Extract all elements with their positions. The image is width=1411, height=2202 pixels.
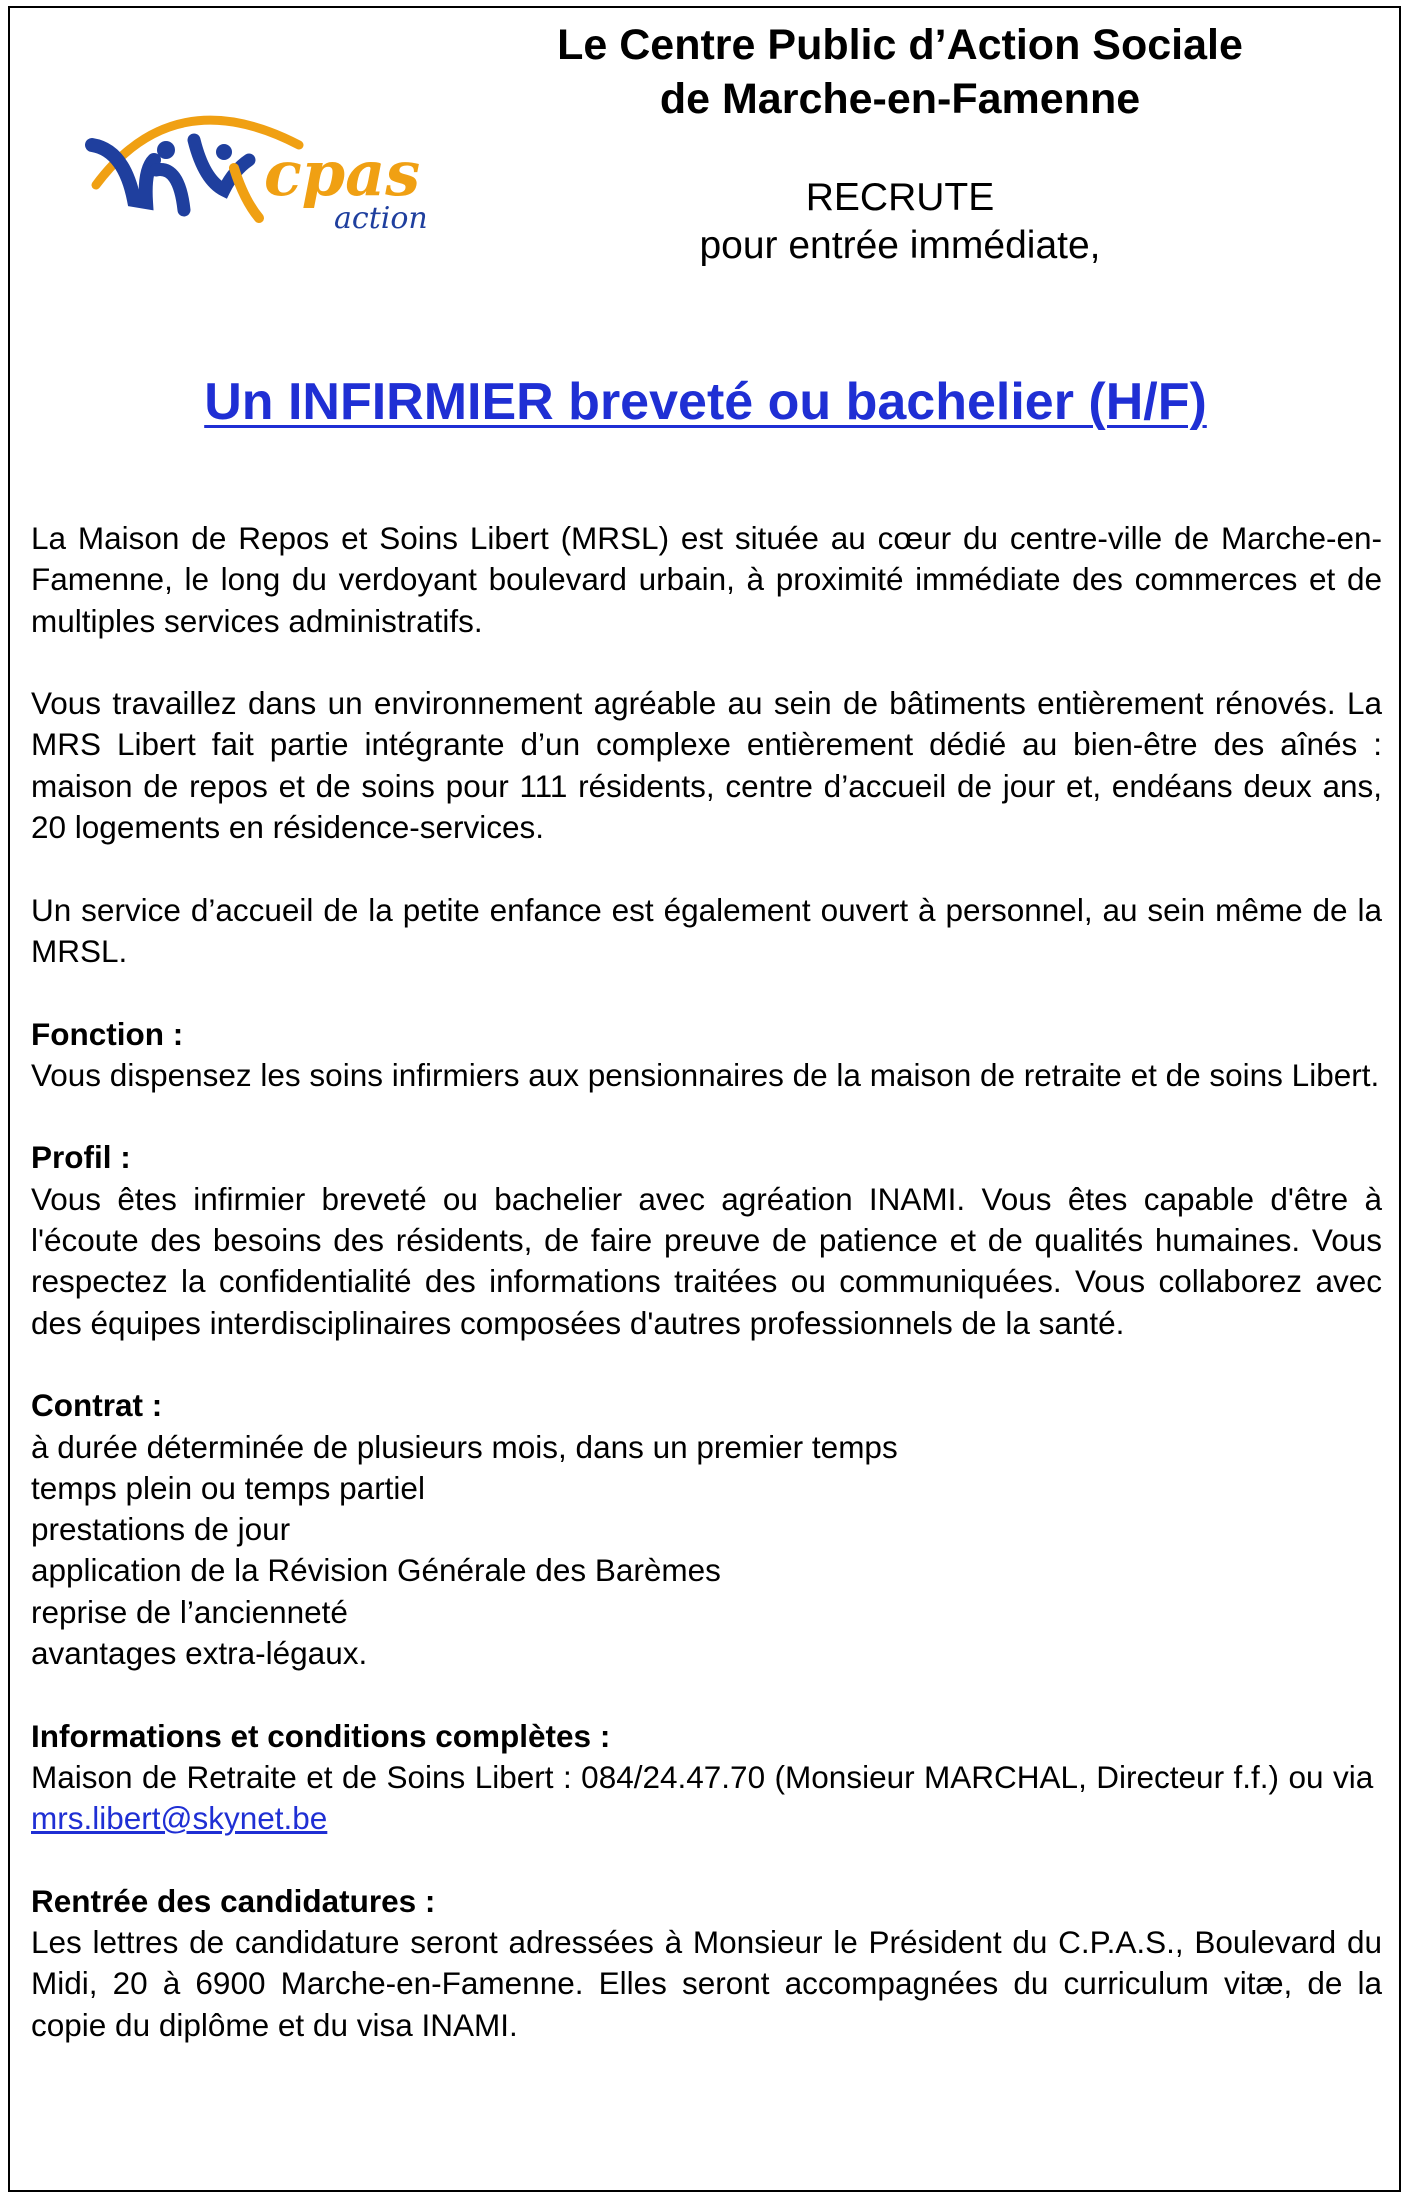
profil-heading: Profil : [31, 1139, 131, 1176]
contrat-heading: Contrat : [31, 1387, 163, 1424]
org-line-2: de Marche-en-Famenne [659, 75, 1141, 123]
cpas-logo [84, 90, 456, 240]
svg-text:action: action [334, 201, 428, 236]
intro-paragraph-1: La Maison de Repos et Soins Libert (MRSL) est située au cœur du centre-ville de Marche-en-Famenne, le long du verdoyant boulevard urbain, à proximité immédiate des commerces et de multiples services administratifs. [31, 520, 1382, 639]
candidatures-section [31, 1881, 1382, 2046]
svg-text:cpas: cpas [264, 137, 421, 210]
org-line-1: Le Centre Public d’Action Sociale [557, 21, 1243, 69]
fonction-section [31, 1014, 1382, 1097]
fonction-text: Vous dispensez les soins infirmiers aux pensionnaires de la maison de retraite et de soins Libert. [31, 1056, 1380, 1093]
profil-text: Vous êtes infirmier breveté ou bachelier avec agréation INAMI. Vous êtes capable d'être à l'écoute des besoins des résidents, de faire preuve de patience et de qualités humaines. Vous respectez la confidentialité des informations traitées ou communiquées. Vous collaborez avec des équipes interdisciplinaires composées d'autres professionnels de la santé. [31, 1180, 1382, 1341]
intro-paragraph-3: Un service d’accueil de la petite enfance est également ouvert à personnel, au sein même de la MRSL. [31, 891, 1382, 969]
offer-body [31, 518, 1382, 2046]
contrat-item: à durée déterminée de plusieurs mois, dans un premier temps [31, 1428, 898, 1465]
informations-text: Maison de Retraite et de Soins Libert : 084/24.47.70 (Monsieur MARCHAL, Directeur f.f.) ou via [31, 1758, 1374, 1795]
candidatures-heading: Rentrée des candidatures : [31, 1882, 436, 1919]
recruit-statement [460, 174, 1340, 270]
contrat-item: avantages extra-légaux. [31, 1635, 368, 1672]
recrute-label: RECRUTE [805, 176, 995, 219]
organization-name [460, 18, 1340, 126]
informations-section [31, 1716, 1382, 1840]
contrat-section [31, 1385, 1382, 1674]
job-title: Un INFIRMIER breveté ou bachelier (H/F) [204, 373, 1207, 431]
contrat-item: temps plein ou temps partiel [31, 1469, 425, 1506]
entry-label: pour entrée immédiate, [699, 224, 1101, 267]
contrat-item: application de la Révision Générale des Barèmes [31, 1552, 721, 1589]
profil-section [31, 1137, 1382, 1343]
informations-heading: Informations et conditions complètes : [31, 1717, 611, 1754]
contrat-item: prestations de jour [31, 1511, 291, 1548]
contrat-item: reprise de l’ancienneté [31, 1593, 348, 1630]
candidatures-text: Les lettres de candidature seront adressées à Monsieur le Président du C.P.A.S., Boulevard du Midi, 20 à 6900 Marche-en-Famenne. Elles seront accompagnées du curriculum vitæ, de la copie du diplôme et du visa INAMI. [31, 1924, 1382, 2043]
fonction-heading: Fonction : [31, 1015, 184, 1052]
email-link[interactable]: mrs.libert@skynet.be [31, 1800, 328, 1837]
intro-paragraph-2: Vous travaillez dans un environnement agréable au sein de bâtiments entièrement rénovés. La MRS Libert fait partie intégrante d’un complexe entièrement dédié au bien-être des aînés : maison de repos et de soins pour 111 résidents, centre d’accueil de jour et, endéans deux ans, 20 logements en résidence-services. [31, 685, 1382, 846]
